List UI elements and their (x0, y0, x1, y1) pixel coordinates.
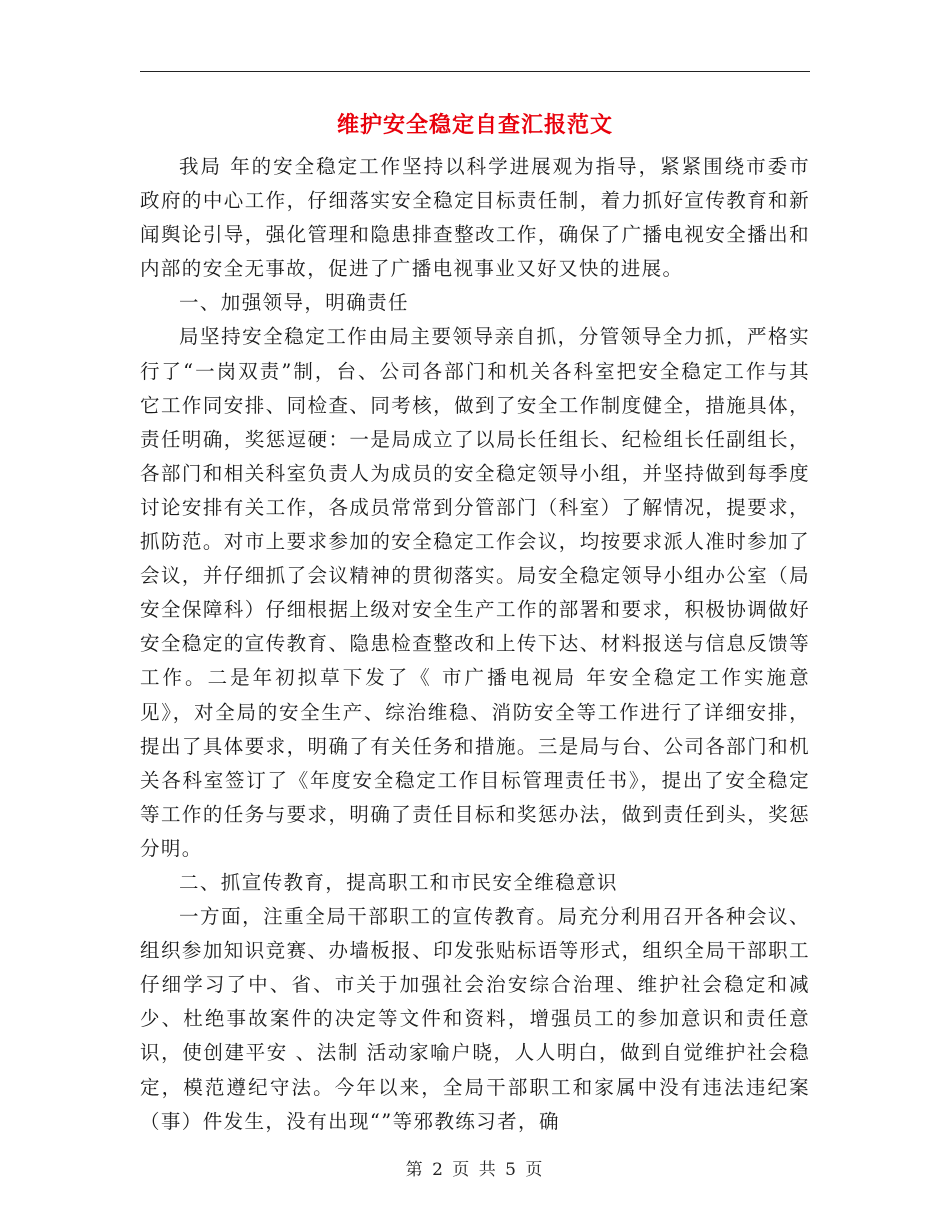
paragraph-education: 一方面，注重全局干部职工的宣传教育。局充分利用召开各种会议、组织参加知识竞赛、办墙板报、印发张贴标语等形式，组织全局干部职工仔细学习了中、省、市关于加强社会治安综合治理、维护社会稳定和减少、杜绝事故案件的决定等文件和资料，增强员工的参加意识和责任意识，使创建平安 、法制 活动家喻户晓，人人明白，做到自觉维护社会稳定，模范遵纪守法。今年以来，全局干部职工和家属中没有违法违纪案（事）件发生，没有出现“”等邪教练习者，确 (140, 905, 810, 1133)
document-body (140, 150, 810, 1139)
paragraph-leadership: 局坚持安全稳定工作由局主要领导亲自抓，分管领导全力抓，严格实行了“一岗双责”制，台、公司各部门和机关各科室把安全稳定工作与其它工作同安排、同检查、同考核，做到了安全工作制度健全，措施具体，责任明确，奖惩逗硬：一是局成立了以局长任组长、纪检组长任副组长，各部门和相关科室负责人为成员的安全稳定领导小组，并坚持做到每季度讨论安排有关工作，各成员常常到分管部门（科室）了解情况，提要求，抓防范。对市上要求参加的安全稳定工作会议，均按要求派人准时参加了会议，并仔细抓了会议精神的贯彻落实。局安全稳定领导小组办公室（局安全保障科）仔细根据上级对安全生产工作的部署和要求，积极协调做好安全稳定的宣传教育、隐患检查整改和上传下达、材料报送与信息反馈等工作。二是年初拟草下发了《 市广播电视局 年安全稳定工作实施意见》，对全局的安全生产、综治维稳、消防安全等工作进行了详细安排，提出了具体要求，明确了有关任务和措施。三是局与台、公司各部门和机关各科室签订了《年度安全稳定工作目标管理责任书》，提出了安全稳定等工作的任务与要求，明确了责任目标和奖惩办法，做到责任到头，奖惩分明。 (140, 325, 810, 860)
section-heading-1: 一、加强领导，明确责任 (179, 291, 409, 315)
page-number: 第 2 页 共 5 页 (405, 1160, 545, 1180)
paragraph-intro: 我局 年的安全稳定工作坚持以科学进展观为指导，紧紧围绕市委市政府的中心工作，仔细落实安全稳定目标责任制，着力抓好宣传教育和新闻舆论引导，强化管理和隐患排查整改工作，确保了广播电视安全播出和内部的安全无事故，促进了广播电视事业又好又快的进展。 (140, 155, 810, 281)
section-heading-2: 二、抓宣传教育，提高职工和市民安全维稳意识 (179, 870, 618, 894)
header-rule (140, 71, 810, 72)
document-title: 维护安全稳定自查汇报范文 (336, 112, 613, 138)
